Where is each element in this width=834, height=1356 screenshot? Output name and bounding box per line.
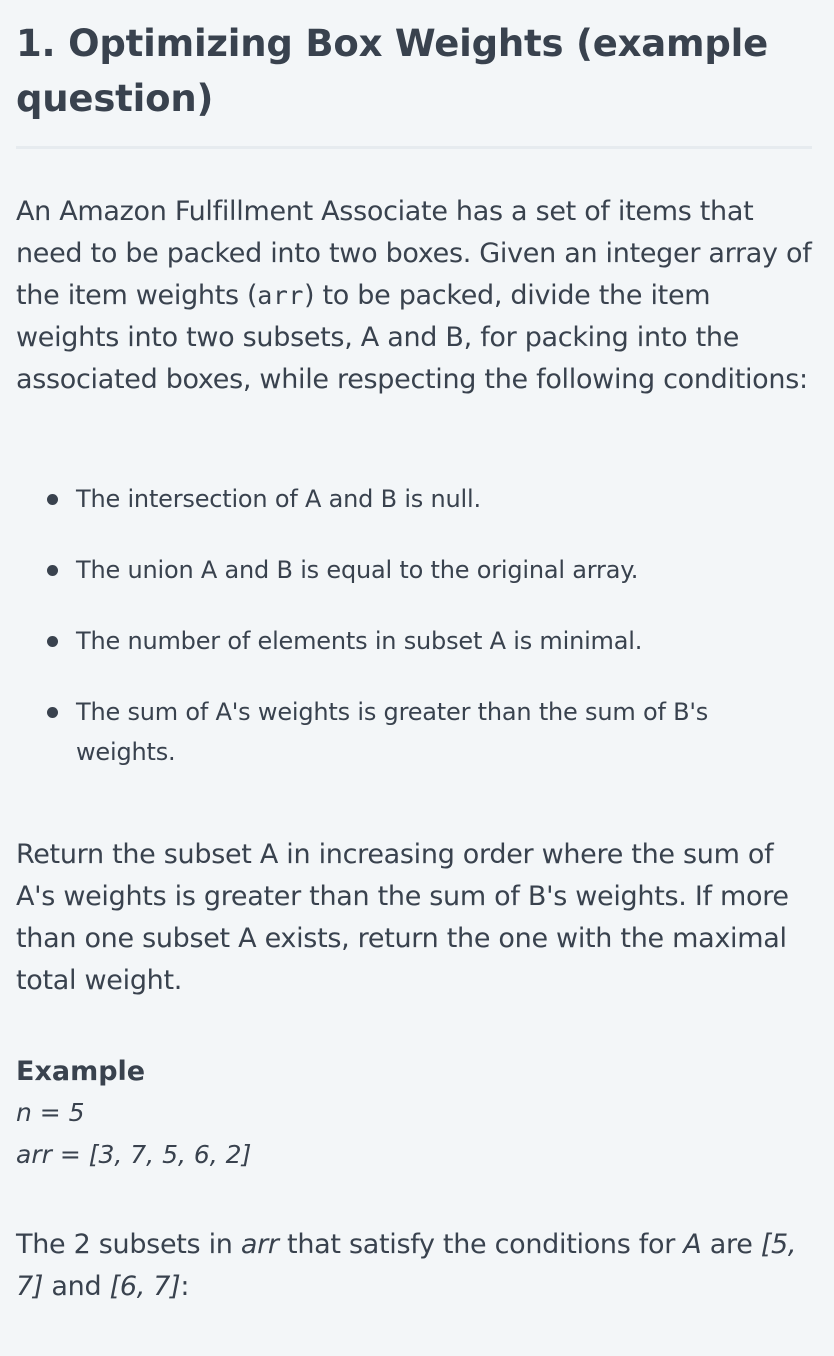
intro-text-start: An Amazon Fulfillment Associate has a set of items that need to be packed into two boxes. Given an integer array of the item weights ( bbox=[16, 196, 812, 311]
inline-code-arr: arr bbox=[257, 281, 304, 310]
bullet-dot-icon bbox=[47, 636, 58, 647]
bullet-dot-icon bbox=[47, 707, 58, 718]
var-arr: arr bbox=[240, 1229, 279, 1260]
intro-text-end: ) to be packed, divide the item weights into two subsets, A and B, for packing into the associated boxes, while respecting the following conditions: bbox=[16, 280, 808, 395]
example-arr-line: arr = [3, 7, 5, 6, 2] bbox=[16, 1140, 252, 1169]
example-heading: Example bbox=[16, 1056, 146, 1087]
condition-item bbox=[16, 621, 812, 661]
condition-item bbox=[16, 550, 812, 590]
bullet-dot-icon bbox=[47, 565, 58, 576]
conditions-list bbox=[16, 479, 812, 772]
condition-text: The intersection of A and B is null. bbox=[76, 485, 481, 513]
problem-title: 1. Optimizing Box Weights (example question) bbox=[16, 22, 769, 120]
var-a: A bbox=[683, 1229, 702, 1260]
condition-item bbox=[16, 692, 812, 772]
example-n-line: n = 5 bbox=[16, 1098, 85, 1127]
subsets-text: are bbox=[701, 1229, 761, 1260]
subset-one: [5, 7] bbox=[16, 1229, 797, 1302]
subsets-text: The 2 subsets in bbox=[16, 1229, 241, 1260]
bullet-dot-icon bbox=[47, 494, 58, 505]
condition-text: The union A and B is equal to the original array. bbox=[76, 556, 639, 584]
subset-two: [6, 7] bbox=[109, 1271, 181, 1302]
intro-paragraph bbox=[16, 191, 812, 401]
return-paragraph: Return the subset A in increasing order where the sum of A's weights is greater than the sum of B's weights. If more than one subset A exists, return the one with the maximal total weight. bbox=[16, 839, 789, 996]
condition-item bbox=[16, 479, 812, 519]
title-divider bbox=[16, 146, 812, 149]
subsets-text: : bbox=[180, 1271, 190, 1302]
condition-text: The sum of A's weights is greater than the sum of B's weights. bbox=[76, 698, 709, 766]
subsets-text: and bbox=[43, 1271, 110, 1302]
condition-text: The number of elements in subset A is minimal. bbox=[76, 627, 643, 655]
subsets-text: that satisfy the conditions for bbox=[278, 1229, 684, 1260]
subsets-paragraph bbox=[16, 1224, 812, 1308]
